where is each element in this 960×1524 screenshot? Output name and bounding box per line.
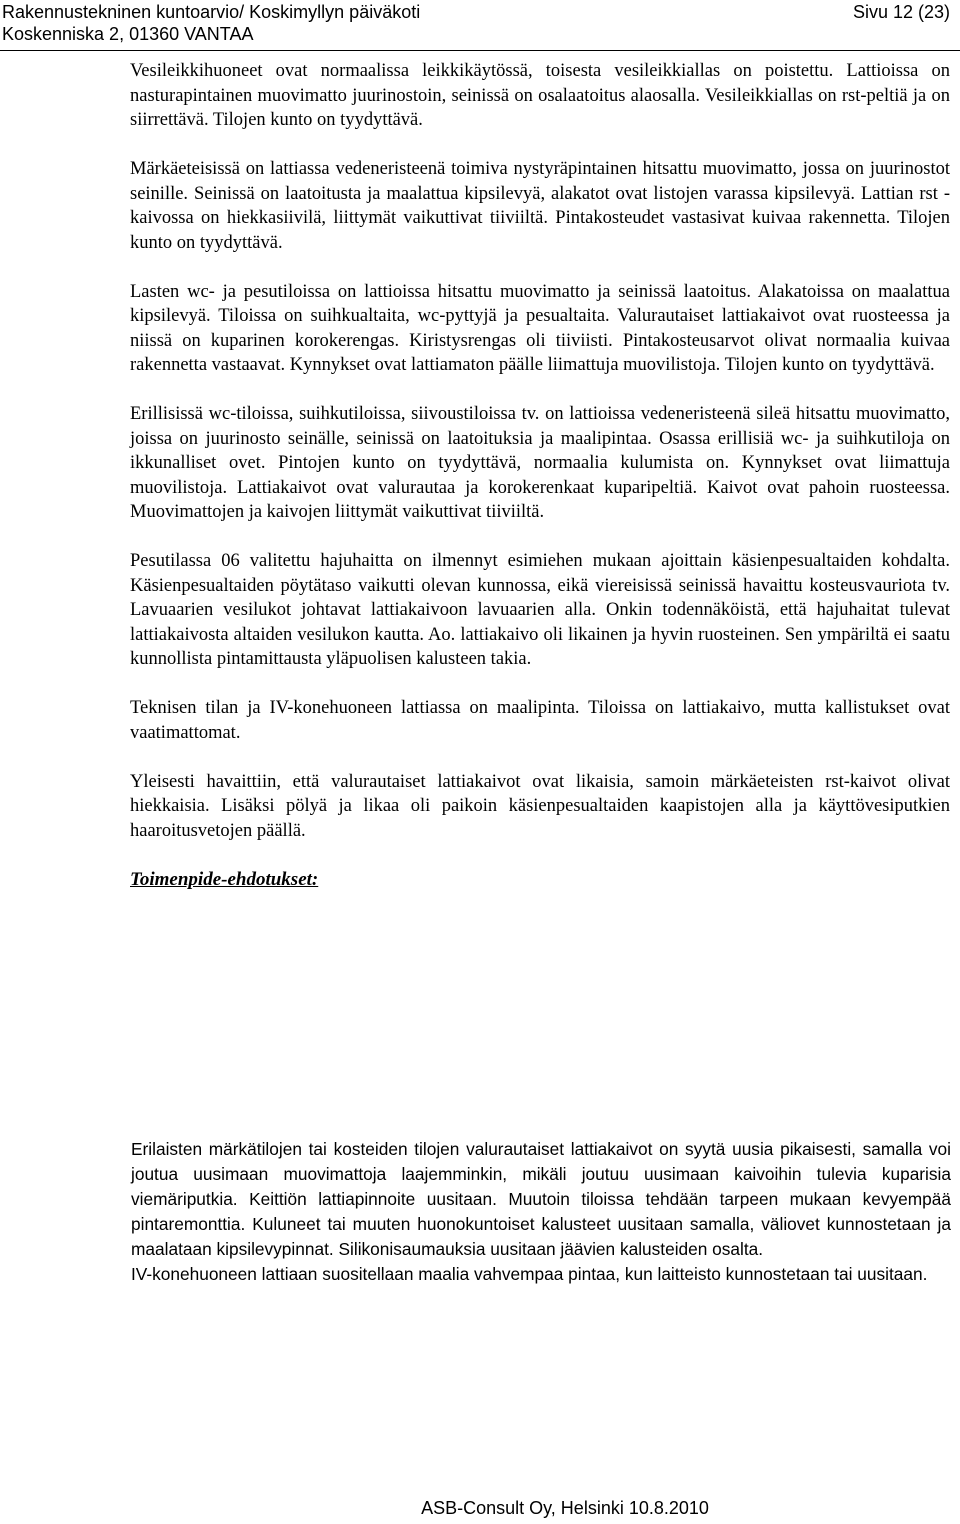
- paragraph-vesileikkihuoneet: Vesileikkihuoneet ovat normaalissa leikkikäytössä, toisesta vesileikkiallas on poistettu. Lattioissa on nasturapintainen muovimatto juurinostoin, seinissä on osalaatoitus alaosalla. Vesileikkiallas on rst-peltiä ja on siirrettävä. Tilojen kunto on tyydyttävä.: [130, 61, 950, 130]
- page-number: Sivu 12 (23): [852, 2, 950, 22]
- document-body: [130, 59, 950, 914]
- actions-paragraph-2: IV-konehuoneen lattiaan suositellaan maalia vahvempaa pintaa, kun laitteisto kunnostetaan tai uusitaan.: [131, 1263, 928, 1284]
- actions-block: [131, 1137, 951, 1286]
- paragraph-tekninen-tila: Teknisen tilan ja IV-konehuoneen lattiassa on maalipinta. Tiloissa on lattiakaivo, mutta kallistukset ovat vaatimattomat.: [130, 698, 950, 743]
- actions-paragraph-1: Erilaisten märkätilojen tai kosteiden tilojen valurautaiset lattiakaivot on syytä uusia pikaisesti, samalla voi joutua uusimaan muovimattoja laajemminkin, mikäli joutuu uusimaan kaivoihin tulevia kuparisia viemäriputkia. Keittiön lattiapinnoite uusitaan. Muutoin tiloissa tehdään tarpeen mukaan kevyempää pintaremonttia. Kuluneet tai muuten huonokuntoiset kalusteet uusitaan samalla, väliovet kunnostetaan ja maalataan kipsilevypinnat. Silikonisaumauksia uusitaan jäävien kalusteiden osalta.: [131, 1139, 951, 1259]
- header-title-block: [2, 1, 420, 45]
- paragraph-yleisesti: Yleisesti havaittiin, että valurautaiset lattiakaivot ovat likaisia, samoin märkäeteisten rst-kaivot olivat hiekkaisia. Lisäksi pölyä ja likaa oli paikoin käsienpesualtaiden kaapistojen alla ja käyttövesiputkien haaroitusvetojen päällä.: [130, 771, 950, 841]
- page-footer: ASB-Consult Oy, Helsinki 10.8.2010: [421, 1498, 709, 1518]
- paragraph-pesutila-06: Pesutilassa 06 valitettu hajuhaitta on ilmennyt esimiehen mukaan ajoittain käsienpesualtaiden kohdalta. Käsienpesualtaiden pöytätaso vaikutti olevan kunnossa, eikä viereisissä seinissä havaittu kosteusvauriota tv. Lavuaarien vesilukot johtavat lattiakaivoon lavuaarien alla. Onkin todennäköistä, että hajuhaitat tulevat lattiakaivosta altaiden vesilukon kautta. Ao. lattiakaivo oli likainen ja hyvin ruosteinen. Sen ympäriltä ei saatu kunnollista pintamittausta yläpuolisen kalusteen takia.: [130, 551, 950, 669]
- paragraph-erilliset-wc: Erillisissä wc-tiloissa, suihkutiloissa, siivoustiloissa tv. on lattioissa vedeneristeenä sileä hitsattu muovimatto, joissa on juurinosto seinälle, seinissä on laatoituksia ja maalipintaa. Osassa erillisiä wc- ja suihkutiloja on ikkunalliset ovet. Pintojen kunto on tyydyttävä, normaalia kulumista on. Kynnykset ovat liimattuja muovilistoja. Lattiakaivot ovat valurautaa ja korokerenkaat kuparipeltiä. Kaivot ovat pahoin ruosteessa. Muovimattojen ja kaivojen liittymät vaikuttivat tiiviiltä.: [130, 404, 950, 522]
- header-title-line1: Rakennustekninen kuntoarvio/ Koskimyllyn päiväkoti: [2, 2, 421, 22]
- paragraph-markaeteiset: Märkäeteisissä on lattiassa vedeneristeenä toimiva nystyräpintainen hitsattu muovimatto, jossa on juurinostot seinille. Seinissä on laatoitusta ja maalattua kipsilevyä, alakatot ovat listojen varassa kipsilevyä. Lattian rst -kaivossa on hiekkasiivilä, liittymät vaikuttivat tiiviiltä. Pintakosteudet vastasivat kuivaa rakennetta. Tilojen kunto on tyydyttävä.: [130, 159, 950, 253]
- header-divider: [0, 50, 960, 51]
- paragraph-lasten-wc: Lasten wc- ja pesutiloissa on lattioissa hitsattu muovimatto ja seinissä laatoitus. Alakatoissa on maalattua kipsilevyä. Tiloissa on suihkualtaita, wc-pyttyjä ja pesualtaita. Valurautaiset lattiakaivot ovat ruosteessa ja niissä on kuparinen korokerengas. Kiristysrengas oli tiiviisti. Pintakosteusarvot olivat normaalia kuivaa rakennetta vastaavat. Kynnykset ovat lattiamaton päälle liimattuja muovilistoja. Tilojen kunto on tyydyttävä.: [130, 281, 950, 375]
- page-header: [0, 0, 960, 52]
- section-heading-toimenpide: Toimenpide-ehdotukset:: [130, 868, 319, 890]
- header-title-line2: Koskenniska 2, 01360 VANTAA: [2, 24, 254, 44]
